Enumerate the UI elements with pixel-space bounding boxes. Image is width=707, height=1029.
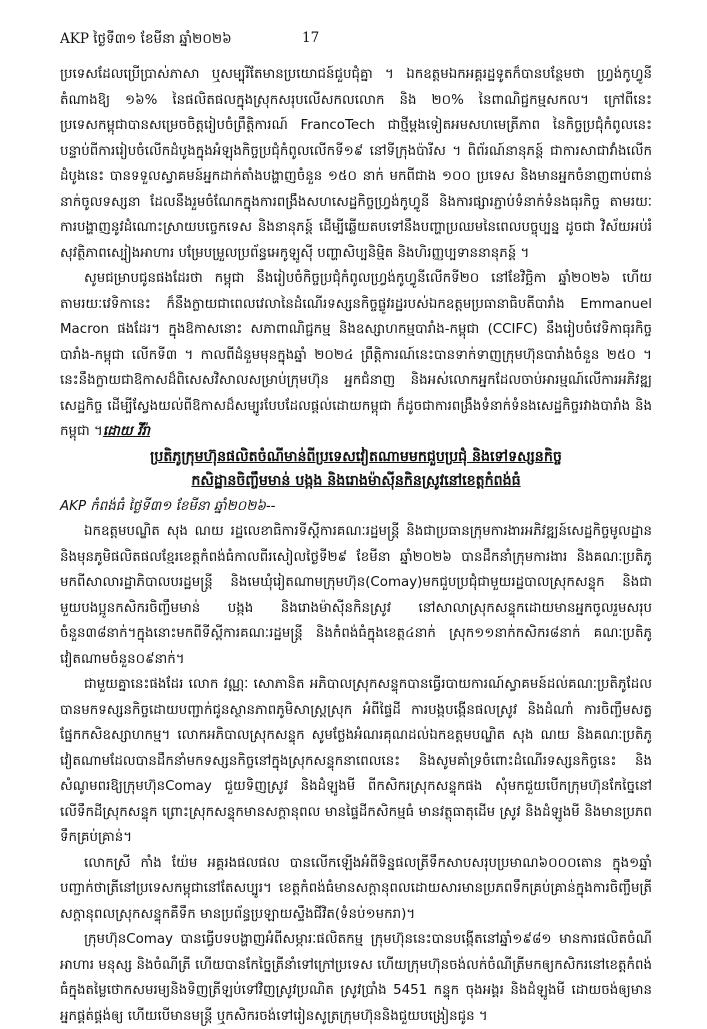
- article2-dateline: AKP កំពង់ធំ ថ្ងៃទី៣១ ខែមីនា ឆ្នាំ២០២៦--: [60, 498, 276, 514]
- article2-paragraph-4: ក្រុមហ៊ុនComay បានធ្វើបទបង្ហាញអំពីសម្ភារៈផលិតកម្ម ក្រុមហ៊ុននេះបានបង្កើតនៅឆ្នាំ១៩៨១ មានការផលិតចំណីអាហារ មនុស្ស និងចំណីត្រី ហើយបានកែច្នៃត្រីនាំទៅក្រៅប្រទេស ហើយក្រុមហ៊ុនចង់លក់ចំណីត្រីមកឲ្យកសិករនៅខេត្តកំពង់ធំក្នុងតម្លៃថោកសមរម្យនិងទិញត្រីឡប់ទៅវិញស្រូវប្រណិត ស្រូវប្រាំង 5451 កន្ទុក ចុងអង្គរ និងដំឡូងមី ដោយចង់ឲ្យមានអ្នកផ្គត់ផ្គង់ឲ្យ ហើយបើមានមន្ត្រី ឬកសិករចង់ទៅរៀនសូត្រក្រុមហ៊ុននិងជួយបង្រៀនជូន ។: [60, 932, 652, 1024]
- page-number: 17: [302, 30, 320, 46]
- article-body: [60, 62, 652, 1029]
- article2-paragraph-2: ជាមួយគ្នានេះផងដែរ លោក វណ្ណៈ សោភានិត អភិបាលស្រុកសន្ទុកបានធ្វើរបាយការណ៍ស្វាគមន៍ដល់គណៈប្រតិភូដែលបានមកទស្សនកិច្ចដោយបញ្ជាក់ជូនស្ថានភាពភូមិសាស្ត្រស្រុក អំពីផ្ទៃដី ការបង្កបង្កើនផលស្រូវ និងដំណាំ ការចិញ្ចឹមសត្វ ផ្នែកកសិឧស្សាហកម្ម។ លោកអភិបាលស្រុកសន្ទុក សូមថ្លែងអំណរគុណដល់ឯកឧត្តមបណ្ឌិត សុង ណយ និងគណៈប្រតិភូវៀតណាមដែលបានដឹកនាំមកទស្សនកិច្ចនៅក្នុងស្រុកសន្ទុកនាពេលនេះ និងសូមគាំទ្រចំពោះដំណើរទស្សនកិច្ចនេះ និងសំណូមពរឱ្យក្រុមហ៊ុនComay ជួយទិញស្រូវ និងដំឡូងមី ពីកសិករស្រុកសន្ទុកផង សុំមកជួយបើកក្រុមហ៊ុនកែច្នៃនៅលើទឹកដីស្រុកសន្ទុក ព្រោះស្រុកសន្ទុកមានសក្តានុពល មានផ្ទៃដីកសិកម្មធំ មានវត្ថុធាតុដើម ស្រូវ និងដំឡូងមី និងមានប្រភពទឹកគ្រប់គ្រាន់។: [60, 677, 652, 845]
- article1-paragraph-1: ប្រទេសដែលប្រើប្រាស់ភាសា ឬសម្បុរីតែមានប្រយោជន៍ជួបជុំគ្នា ។ ឯកឧត្តមឯកអគ្គរដ្ឋទូតក៏បានបន្ថែមថា ហ្វ្រង់កូហ្វូនី តំណាងឱ្យ ១៦% នៃផលិតផលក្នុងស្រុកសរុបលើសកលលោក និង ២០% នៃពាណិជ្ជកម្មសកល។ ក្រៅពីនេះ ប្រទេសកម្ពុជាបានសម្រេចចិត្តរៀបចំព្រឹត្តិការណ៍ FrancoTech ជាថ្មីម្តងទៀតអមសហមេត្រីភាព នៃកិច្ចប្រជុំកំពូលនេះ បន្ទាប់ពីការរៀបចំលើកដំបូងក្នុងអំឡុងកិច្ចប្រជុំកំពូលលើកទី១៩ នៅទីក្រុងប៉ារីស ។ ពិព័រណ៍នានុភន្ត៍ ជាការសាជាវាំងលើកដំបូងនេះ បានទទួលស្វាគមន៍អ្នកដាក់តាំងបង្ហាញចំនួន ១៥០ នាក់ មកពីជាង ១០០ ប្រទេស និងមានអ្នកចំនាញពាប់ពាន់នាក់ចូលទស្សនា ដែលនឹងរួមចំណែកក្នុងការពង្រឹងសហសេដ្ឋកិច្ចហ្វ្រង់កូហ្វូនី និងការផ្សារភ្ជាប់ទំនាក់ទំនងធុរកិច្ច តាមរយៈការបង្ហាញនូវដំណោះស្រាយបច្ចេកទេស និងនានុភន្ត៍ ដើម្បីឆ្លើយតបទៅនឹងបញ្ហាប្រឈមនៃពេលបច្ចុប្បន្ន ដូចជា វិស័យអប់រំ សុវត្ថិភាពស្បៀងអាហារ បម្រែបម្រួលប្រព័ន្ធអេកូឡូស៊ី បញ្ហាសិប្បនិម្មិត និងហិរញ្ញប្បទាននានុភន្ត៍ ។: [60, 67, 652, 261]
- article1-byline: ដោយ វីរ៉ា: [102, 424, 151, 439]
- article2-paragraph-1: ឯកឧត្តមបណ្ឌិត សុង ណយ រដ្ឋលេខាធិការទីស្តីការគណៈរដ្ឋមន្ត្រី និងជាប្រធានក្រុមការងារអភិវឌ្ឍន៍សេដ្ឋកិច្ចមូលដ្ឋាននិងមុនភូមិផលិតផលខ្មែរខេត្តកំពង់ធំកាលពីរសៀលថ្ងៃទី២៩ ខែមីនា ឆ្នាំ២០២៦ បានដឹកនាំក្រុមការងារ និងគណៈប្រតិភូមកពីសាលារដ្ឋាភិបាលបរដ្ឋមន្ត្រី និងមេឃុំរៀតណាមក្រុមហ៊ុន(Comay)មកជួបប្រជុំជាមួយរដ្ឋបាលស្រុកសន្ទុក និងជាមួយបងប្អូនកសិករចិញ្ចឹមមាន់ បង្កង និងរោងម៉ាស៊ីនកិនស្រូវ នៅសាលាស្រុកសន្ទុកដោយមានអ្នកចូលរួមសរុបចំនួន៣៨នាក់។ក្នុងនោះមកពីទីស្តីការគណៈរដ្ឋមន្ត្រី និងកំពង់ធំក្នុងខេត្ត៤នាក់ ស្រុក១១នាក់កសិករ៨នាក់ គណៈប្រតិភូវៀតណាមចំនួន០៩នាក់។: [60, 524, 652, 667]
- article1-paragraph-2-text: សូមជម្រាបជូនផងដែរថា កម្ពុជា នឹងរៀបចំកិច្ចប្រជុំកំពូលហ្វ្រង់កូហ្វូនីលើកទី២០ នៅខែវិច្ឆិកា ឆ្នាំ២០២៦ ហើយតាមរយៈវេទិកានេះ ក៏នឹងក្លាយជាពេលវេលានៃដំណើរទស្សនកិច្ចផ្លូវរដ្ឋរបស់ឯកឧត្តមប្រធានាធិបតីបារាំង Emmanuel Macron ផងដែរ។ ក្នុងឱកាសនោះ សភាពាណិជ្ជកម្ម និងឧស្សាហកម្មបារាំង-កម្ពុជា (CCIFC) នឹងរៀបចំវេទិកាធុរកិច្ចបារាំង-កម្ពុជា លើកទី៣ ។ កាលពីដំនួមមុនក្នុងឆ្នាំ ២០២៤ ព្រឹត្តិការណ៍នេះបានទាក់ទាញក្រុមហ៊ុនបារាំងចំនួន ២៥០ ។ នេះនឹងក្លាយជាឱកាសដ៏ពិសេសវិសាលសម្រាប់ក្រុមហ៊ុន អ្នកជំនាញ និងអស់លោកអ្នកដែលចាប់អារម្មណ៍លើការអភិវឌ្ឍសេដ្ឋកិច្ច ដើម្បីស្វែងយល់ពីឱកាសដ៏សម្បូរបែបដែលផ្តល់ដោយកម្ពុជា ក៏ដូចជាការពង្រឹងទំនាក់ទំនងសេដ្ឋកិច្ចរវាងបារាំង និងកម្ពុជា ។: [60, 271, 652, 439]
- article1-paragraph-2: [60, 266, 652, 445]
- article2-paragraph-3: លោកស្រី កាំង យ៉ែម អគ្គរងផលផល បានលើកឡើងអំពីទិន្នផលត្រីទឹកសាបសរុបប្រមាណ៦០០០តោន ក្នុង១ឆ្នាំ បញ្ជាក់ថាត្រីនៅប្រទេសកម្ពុជានៅតែសប្បូរ។ ខេត្តកំពង់ធំមានសក្តានុពលដោយសារមានប្រភពទឹកគ្រប់គ្រាន់ក្នុងការចិញ្ចឹមត្រីសក្តានុពលស្រុកសន្ទុកគឺទឹក មានប្រព័ន្ធប្រឡាយស្ទឹងជីវិត(ទំនប់១មករា)។: [60, 855, 652, 922]
- article2-headline-line-1: ប្រតិភូក្រុមហ៊ុនផលិតចំណីមាន់ពីប្រទេសវៀតណាមមកជួបប្រជុំ និងទៅទស្សនកិច្ច: [150, 448, 562, 465]
- page-header: [60, 30, 647, 52]
- header-date: AKP ថ្ងៃទី៣១ ខែមីនា ឆ្នាំ២០២៦: [60, 31, 232, 47]
- article2-headline-line-2: កសិដ្ឋានចិញ្ចឹមមាន់ បង្កង និងរោងម៉ាស៊ីនកិនស្រូវនៅខេត្តកំពង់ធំ: [191, 473, 521, 489]
